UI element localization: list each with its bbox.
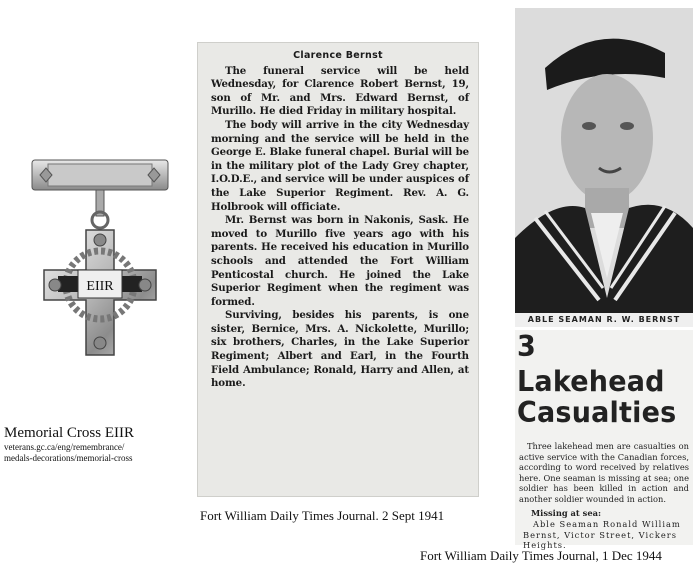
memorial-cross-medal-image (28, 150, 178, 380)
obituary-clipping (197, 42, 479, 497)
clipping-headline: Clarence Bernst (293, 50, 383, 61)
medal-caption (4, 424, 194, 464)
casualties-headline-line1: 3 Lakehead (517, 331, 665, 399)
missing-heading: Missing at sea: (531, 508, 602, 518)
clipping-paragraph-4: Surviving, besides his parents, is one sister, Bernice, Mrs. A. Nickolette, Murillo; six brothers, Charles, in the Lake Superior Regiment; Albert and Earl, in the Fourth Field Ambulance; Ronald, Harry and Allen, at home. (211, 309, 469, 390)
clipping-paragraph-1: The funeral service will be held Wednesday, for Clarence Robert Bernst, 19, son of Mr. and Mrs. Edward Bernst, of Murillo. He died Friday in military hospital. (211, 64, 469, 118)
casualties-clipping (515, 330, 693, 550)
cipher-text: EIIR (86, 279, 114, 294)
casualties-headline-line2: Casualties (517, 397, 677, 430)
medal-title: Memorial Cross EIIR (4, 425, 134, 441)
casualties-body: Three lakehead men are casualties on active service with the Canadian forces, according to word received by relatives here. One seaman is missing at sea; one soldier has been killed in action and another soldier wounded in action. (519, 441, 689, 504)
clipping-paragraph-2: The body will arrive in the city Wednesday morning and the service will be held in the George E. Blake funeral chapel. Burial will be in the military plot of the Lady Grey chapter, I.O.D.E., and service will be under auspices of the Lake Superior Regiment. Rev. A. G. Holbrook will officiate. (211, 118, 469, 213)
medal-url-line2: medals-decorations/memorial-cross (4, 453, 133, 463)
clipping2-caption: Fort William Daily Times Journal, 1 Dec 1944 (420, 548, 662, 563)
clipping-paragraph-3: Mr. Bernst was born in Nakonis, Sask. He moved to Murillo five years ago with his parents. He received his education in Murillo schools and attended the Fort William Penticostal church. He joined the Lake Superior Regiment when the regiment was formed. (211, 214, 469, 308)
missing-entry: Able Seaman Ronald William Bernst, Victor Street, Vickers Heights. (523, 519, 681, 550)
sailor-portrait-photo (515, 8, 693, 313)
photo-caption: ABLE SEAMAN R. W. BERNST (515, 313, 693, 327)
clipping1-caption: Fort William Daily Times Journal. 2 Sept 1941 (200, 508, 445, 523)
medal-url-line1: veterans.gc.ca/eng/remembrance/ (4, 442, 125, 452)
